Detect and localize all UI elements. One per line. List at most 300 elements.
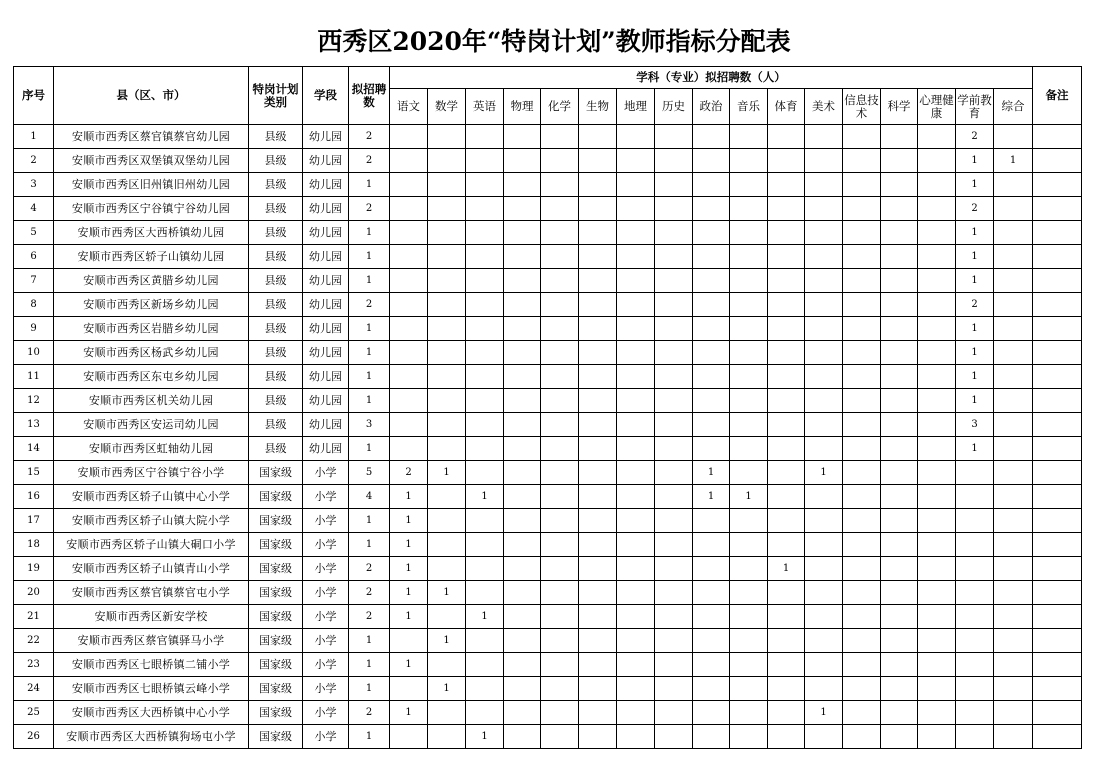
row-subject-count xyxy=(956,485,994,509)
row-subject-count xyxy=(994,269,1033,293)
row-subject-count xyxy=(617,413,655,437)
row-subject-count xyxy=(805,125,843,149)
row-planned-total: 2 xyxy=(349,197,390,221)
table-row xyxy=(14,317,1082,341)
header-subject: 语文 xyxy=(390,89,428,125)
table-row xyxy=(14,533,1082,557)
row-stage: 幼儿园 xyxy=(303,389,349,413)
header-subject: 科学 xyxy=(881,89,918,125)
row-school-name: 安顺市西秀区黄腊乡幼儿园 xyxy=(54,269,249,293)
row-school-name: 安顺市西秀区大西桥镇狗场屯小学 xyxy=(54,725,249,749)
row-subject-count xyxy=(881,245,918,269)
row-school-name: 安顺市西秀区七眼桥镇二铺小学 xyxy=(54,653,249,677)
header-subject: 地理 xyxy=(617,89,655,125)
row-stage: 小学 xyxy=(303,677,349,701)
row-stage: 小学 xyxy=(303,461,349,485)
row-subject-count xyxy=(843,221,881,245)
row-subject-count xyxy=(843,413,881,437)
row-school-name: 安顺市西秀区轿子山镇中心小学 xyxy=(54,485,249,509)
row-subject-count xyxy=(881,197,918,221)
row-subject-count xyxy=(918,677,956,701)
row-remark xyxy=(1033,221,1082,245)
row-plan-type: 国家级 xyxy=(249,653,303,677)
row-subject-count xyxy=(655,245,693,269)
row-stage: 小学 xyxy=(303,557,349,581)
row-subject-count xyxy=(843,485,881,509)
row-subject-count xyxy=(504,125,541,149)
row-subject-count xyxy=(390,149,428,173)
row-subject-count xyxy=(730,533,768,557)
row-remark xyxy=(1033,677,1082,701)
row-subject-count xyxy=(843,533,881,557)
row-subject-count xyxy=(504,677,541,701)
row-school-name: 安顺市西秀区蔡官镇驿马小学 xyxy=(54,629,249,653)
row-stage: 幼儿园 xyxy=(303,365,349,389)
row-subject-count xyxy=(843,605,881,629)
table-row xyxy=(14,437,1082,461)
row-subject-count xyxy=(956,677,994,701)
row-remark xyxy=(1033,653,1082,677)
row-subject-count xyxy=(655,533,693,557)
row-remark xyxy=(1033,149,1082,173)
row-subject-count xyxy=(805,533,843,557)
row-subject-count xyxy=(504,461,541,485)
row-seq: 13 xyxy=(14,413,54,437)
row-subject-count xyxy=(805,413,843,437)
row-subject-count xyxy=(390,389,428,413)
row-subject-count xyxy=(918,293,956,317)
row-subject-count xyxy=(466,653,504,677)
row-subject-count xyxy=(730,125,768,149)
row-subject-count xyxy=(428,221,466,245)
row-seq: 21 xyxy=(14,605,54,629)
row-planned-total: 1 xyxy=(349,269,390,293)
row-subject-count xyxy=(541,509,579,533)
row-subject-count xyxy=(693,509,730,533)
row-subject-count: 1 xyxy=(390,557,428,581)
row-subject-count xyxy=(730,629,768,653)
row-subject-count xyxy=(655,173,693,197)
row-school-name: 安顺市西秀区旧州镇旧州幼儿园 xyxy=(54,173,249,197)
row-remark xyxy=(1033,173,1082,197)
header-subject: 信息技术 xyxy=(843,89,881,125)
row-subject-count xyxy=(655,293,693,317)
row-stage: 幼儿园 xyxy=(303,437,349,461)
row-subject-count xyxy=(541,389,579,413)
row-subject-count xyxy=(617,197,655,221)
row-remark xyxy=(1033,389,1082,413)
row-school-name: 安顺市西秀区宁谷镇宁谷幼儿园 xyxy=(54,197,249,221)
row-subject-count: 1 xyxy=(428,581,466,605)
row-seq: 16 xyxy=(14,485,54,509)
row-subject-count xyxy=(390,221,428,245)
row-remark xyxy=(1033,197,1082,221)
row-subject-count xyxy=(843,389,881,413)
row-subject-count xyxy=(994,509,1033,533)
row-subject-count xyxy=(466,341,504,365)
row-subject-count xyxy=(730,509,768,533)
row-subject-count xyxy=(768,485,805,509)
row-subject-count xyxy=(805,173,843,197)
row-subject-count xyxy=(843,581,881,605)
row-subject-count xyxy=(579,197,617,221)
row-subject-count: 1 xyxy=(730,485,768,509)
row-subject-count xyxy=(956,605,994,629)
row-seq: 4 xyxy=(14,197,54,221)
row-plan-type: 国家级 xyxy=(249,725,303,749)
row-subject-count xyxy=(655,197,693,221)
table-row xyxy=(14,653,1082,677)
row-subject-count xyxy=(881,149,918,173)
row-remark xyxy=(1033,293,1082,317)
row-stage: 小学 xyxy=(303,509,349,533)
row-subject-count xyxy=(768,317,805,341)
row-school-name: 安顺市西秀区杨武乡幼儿园 xyxy=(54,341,249,365)
row-subject-count xyxy=(918,341,956,365)
row-subject-count xyxy=(994,341,1033,365)
row-remark xyxy=(1033,485,1082,509)
row-stage: 幼儿园 xyxy=(303,317,349,341)
row-subject-count xyxy=(541,197,579,221)
row-subject-count xyxy=(994,389,1033,413)
row-planned-total: 2 xyxy=(349,701,390,725)
row-subject-count xyxy=(428,149,466,173)
row-subject-count xyxy=(843,269,881,293)
row-subject-count xyxy=(655,581,693,605)
row-subject-count: 1 xyxy=(466,725,504,749)
row-planned-total: 1 xyxy=(349,173,390,197)
row-subject-count xyxy=(843,197,881,221)
row-subject-count xyxy=(466,437,504,461)
row-subject-count xyxy=(805,317,843,341)
row-subject-count xyxy=(579,701,617,725)
row-stage: 幼儿园 xyxy=(303,173,349,197)
row-subject-count xyxy=(504,437,541,461)
row-subject-count xyxy=(693,413,730,437)
row-subject-count xyxy=(956,557,994,581)
row-seq: 10 xyxy=(14,341,54,365)
row-subject-count xyxy=(466,125,504,149)
row-subject-count xyxy=(428,725,466,749)
row-subject-count xyxy=(918,485,956,509)
row-subject-count xyxy=(390,725,428,749)
row-subject-count xyxy=(693,557,730,581)
row-subject-count xyxy=(390,629,428,653)
row-subject-count xyxy=(541,557,579,581)
row-subject-count xyxy=(655,509,693,533)
row-subject-count xyxy=(693,245,730,269)
row-remark xyxy=(1033,317,1082,341)
row-subject-count xyxy=(617,341,655,365)
row-seq: 26 xyxy=(14,725,54,749)
row-seq: 17 xyxy=(14,509,54,533)
table-row xyxy=(14,197,1082,221)
row-subject-count xyxy=(617,605,655,629)
row-subject-count xyxy=(994,629,1033,653)
row-school-name: 安顺市西秀区安运司幼儿园 xyxy=(54,413,249,437)
row-subject-count xyxy=(693,581,730,605)
row-subject-count xyxy=(504,221,541,245)
row-planned-total: 1 xyxy=(349,365,390,389)
row-remark xyxy=(1033,269,1082,293)
table-row xyxy=(14,293,1082,317)
row-plan-type: 县级 xyxy=(249,149,303,173)
row-remark xyxy=(1033,581,1082,605)
row-subject-count xyxy=(541,413,579,437)
row-subject-count xyxy=(466,701,504,725)
row-subject-count xyxy=(655,605,693,629)
row-subject-count xyxy=(579,605,617,629)
row-subject-count xyxy=(466,149,504,173)
row-subject-count xyxy=(504,557,541,581)
row-subject-count xyxy=(655,653,693,677)
header-subject: 生物 xyxy=(579,89,617,125)
table-row xyxy=(14,365,1082,389)
row-subject-count xyxy=(768,725,805,749)
row-plan-type: 县级 xyxy=(249,413,303,437)
row-subject-count xyxy=(579,533,617,557)
row-remark xyxy=(1033,245,1082,269)
row-subject-count: 1 xyxy=(956,389,994,413)
row-subject-count xyxy=(655,461,693,485)
row-subject-count xyxy=(693,317,730,341)
row-subject-count xyxy=(390,317,428,341)
row-subject-count: 1 xyxy=(428,629,466,653)
row-subject-count: 1 xyxy=(956,365,994,389)
row-subject-count xyxy=(693,677,730,701)
row-planned-total: 1 xyxy=(349,677,390,701)
row-subject-count xyxy=(617,677,655,701)
row-subject-count xyxy=(617,485,655,509)
row-subject-count xyxy=(504,581,541,605)
row-subject-count xyxy=(579,293,617,317)
row-subject-count xyxy=(428,485,466,509)
row-stage: 小学 xyxy=(303,581,349,605)
row-subject-count xyxy=(730,293,768,317)
row-subject-count xyxy=(655,149,693,173)
row-subject-count: 1 xyxy=(428,461,466,485)
row-subject-count xyxy=(428,533,466,557)
row-plan-type: 县级 xyxy=(249,221,303,245)
row-subject-count xyxy=(693,173,730,197)
row-subject-count xyxy=(617,269,655,293)
row-subject-count xyxy=(768,389,805,413)
row-subject-count: 1 xyxy=(956,245,994,269)
row-subject-count xyxy=(805,437,843,461)
row-subject-count xyxy=(579,317,617,341)
row-subject-count xyxy=(428,653,466,677)
row-subject-count xyxy=(655,317,693,341)
row-school-name: 安顺市西秀区虹轴幼儿园 xyxy=(54,437,249,461)
row-subject-count xyxy=(956,701,994,725)
row-subject-count xyxy=(466,509,504,533)
row-remark xyxy=(1033,413,1082,437)
row-subject-count xyxy=(655,629,693,653)
row-stage: 小学 xyxy=(303,653,349,677)
row-subject-count xyxy=(655,341,693,365)
table-row xyxy=(14,389,1082,413)
row-subject-count xyxy=(617,245,655,269)
row-remark xyxy=(1033,701,1082,725)
row-plan-type: 国家级 xyxy=(249,605,303,629)
row-subject-count xyxy=(390,365,428,389)
row-subject-count xyxy=(843,437,881,461)
row-seq: 18 xyxy=(14,533,54,557)
row-subject-count xyxy=(994,461,1033,485)
row-subject-count xyxy=(504,701,541,725)
row-planned-total: 1 xyxy=(349,341,390,365)
row-subject-count: 1 xyxy=(956,221,994,245)
header-remark: 备注 xyxy=(1033,67,1082,125)
row-subject-count xyxy=(466,677,504,701)
row-subject-count xyxy=(994,437,1033,461)
row-subject-count xyxy=(428,509,466,533)
row-subject-count xyxy=(504,149,541,173)
row-remark xyxy=(1033,725,1082,749)
row-subject-count xyxy=(541,701,579,725)
row-subject-count xyxy=(768,701,805,725)
row-subject-count xyxy=(881,653,918,677)
row-subject-count xyxy=(730,245,768,269)
row-subject-count xyxy=(918,389,956,413)
row-subject-count xyxy=(390,677,428,701)
row-subject-count xyxy=(541,341,579,365)
row-subject-count xyxy=(843,461,881,485)
row-subject-count xyxy=(805,677,843,701)
row-subject-count xyxy=(541,269,579,293)
row-stage: 幼儿园 xyxy=(303,413,349,437)
row-subject-count xyxy=(918,581,956,605)
row-subject-count xyxy=(956,509,994,533)
row-subject-count xyxy=(881,701,918,725)
row-subject-count xyxy=(579,461,617,485)
row-remark xyxy=(1033,437,1082,461)
row-subject-count xyxy=(504,509,541,533)
row-subject-count: 1 xyxy=(805,461,843,485)
row-plan-type: 县级 xyxy=(249,197,303,221)
row-planned-total: 1 xyxy=(349,221,390,245)
table-row xyxy=(14,725,1082,749)
row-subject-count xyxy=(541,605,579,629)
row-subject-count: 2 xyxy=(390,461,428,485)
row-planned-total: 5 xyxy=(349,461,390,485)
row-subject-count: 1 xyxy=(956,173,994,197)
row-subject-count xyxy=(466,533,504,557)
row-stage: 幼儿园 xyxy=(303,269,349,293)
row-subject-count xyxy=(390,437,428,461)
row-plan-type: 国家级 xyxy=(249,557,303,581)
row-subject-count xyxy=(881,557,918,581)
row-seq: 8 xyxy=(14,293,54,317)
row-subject-count xyxy=(730,581,768,605)
row-subject-count xyxy=(881,173,918,197)
row-subject-count xyxy=(730,605,768,629)
row-subject-count: 1 xyxy=(768,557,805,581)
row-plan-type: 国家级 xyxy=(249,533,303,557)
row-plan-type: 国家级 xyxy=(249,485,303,509)
row-subject-count xyxy=(428,413,466,437)
row-subject-count xyxy=(541,677,579,701)
row-planned-total: 1 xyxy=(349,533,390,557)
row-stage: 小学 xyxy=(303,605,349,629)
row-subject-count: 1 xyxy=(390,605,428,629)
row-subject-count xyxy=(805,341,843,365)
row-school-name: 安顺市西秀区轿子山镇青山小学 xyxy=(54,557,249,581)
header-subject: 历史 xyxy=(655,89,693,125)
header-planned: 拟招聘数 xyxy=(349,67,390,125)
row-seq: 7 xyxy=(14,269,54,293)
row-school-name: 安顺市西秀区大西桥镇中心小学 xyxy=(54,701,249,725)
row-subject-count xyxy=(504,629,541,653)
row-plan-type: 县级 xyxy=(249,269,303,293)
row-subject-count xyxy=(390,293,428,317)
header-subject: 心理健康 xyxy=(918,89,956,125)
row-subject-count xyxy=(994,701,1033,725)
row-subject-count xyxy=(805,629,843,653)
row-subject-count xyxy=(805,269,843,293)
row-seq: 2 xyxy=(14,149,54,173)
row-subject-count xyxy=(617,173,655,197)
row-subject-count: 1 xyxy=(466,485,504,509)
row-planned-total: 1 xyxy=(349,629,390,653)
row-subject-count xyxy=(466,173,504,197)
row-stage: 幼儿园 xyxy=(303,221,349,245)
row-subject-count xyxy=(881,605,918,629)
row-subject-count: 1 xyxy=(390,653,428,677)
row-stage: 幼儿园 xyxy=(303,149,349,173)
row-subject-count xyxy=(994,317,1033,341)
row-subject-count xyxy=(768,533,805,557)
row-subject-count xyxy=(466,197,504,221)
row-subject-count xyxy=(918,269,956,293)
header-subject: 英语 xyxy=(466,89,504,125)
row-subject-count xyxy=(466,581,504,605)
row-planned-total: 4 xyxy=(349,485,390,509)
row-subject-count xyxy=(730,413,768,437)
row-subject-count xyxy=(805,245,843,269)
row-subject-count xyxy=(428,269,466,293)
header-subject: 综合 xyxy=(994,89,1033,125)
row-subject-count xyxy=(617,533,655,557)
row-subject-count xyxy=(918,245,956,269)
row-subject-count xyxy=(504,533,541,557)
row-planned-total: 2 xyxy=(349,605,390,629)
row-plan-type: 国家级 xyxy=(249,629,303,653)
row-subject-count: 1 xyxy=(693,461,730,485)
row-subject-count xyxy=(617,557,655,581)
table-row xyxy=(14,149,1082,173)
row-subject-count xyxy=(466,221,504,245)
row-subject-count xyxy=(881,269,918,293)
row-subject-count xyxy=(655,437,693,461)
row-subject-count xyxy=(768,581,805,605)
row-seq: 3 xyxy=(14,173,54,197)
row-school-name: 安顺市西秀区新场乡幼儿园 xyxy=(54,293,249,317)
row-subject-count xyxy=(805,557,843,581)
row-subject-count xyxy=(466,317,504,341)
row-subject-count xyxy=(768,605,805,629)
row-subject-count: 1 xyxy=(994,149,1033,173)
row-subject-count xyxy=(768,245,805,269)
row-plan-type: 国家级 xyxy=(249,677,303,701)
row-subject-count xyxy=(805,653,843,677)
row-subject-count xyxy=(768,365,805,389)
row-seq: 6 xyxy=(14,245,54,269)
row-plan-type: 县级 xyxy=(249,341,303,365)
row-subject-count xyxy=(428,197,466,221)
row-subject-count xyxy=(579,557,617,581)
row-planned-total: 1 xyxy=(349,509,390,533)
